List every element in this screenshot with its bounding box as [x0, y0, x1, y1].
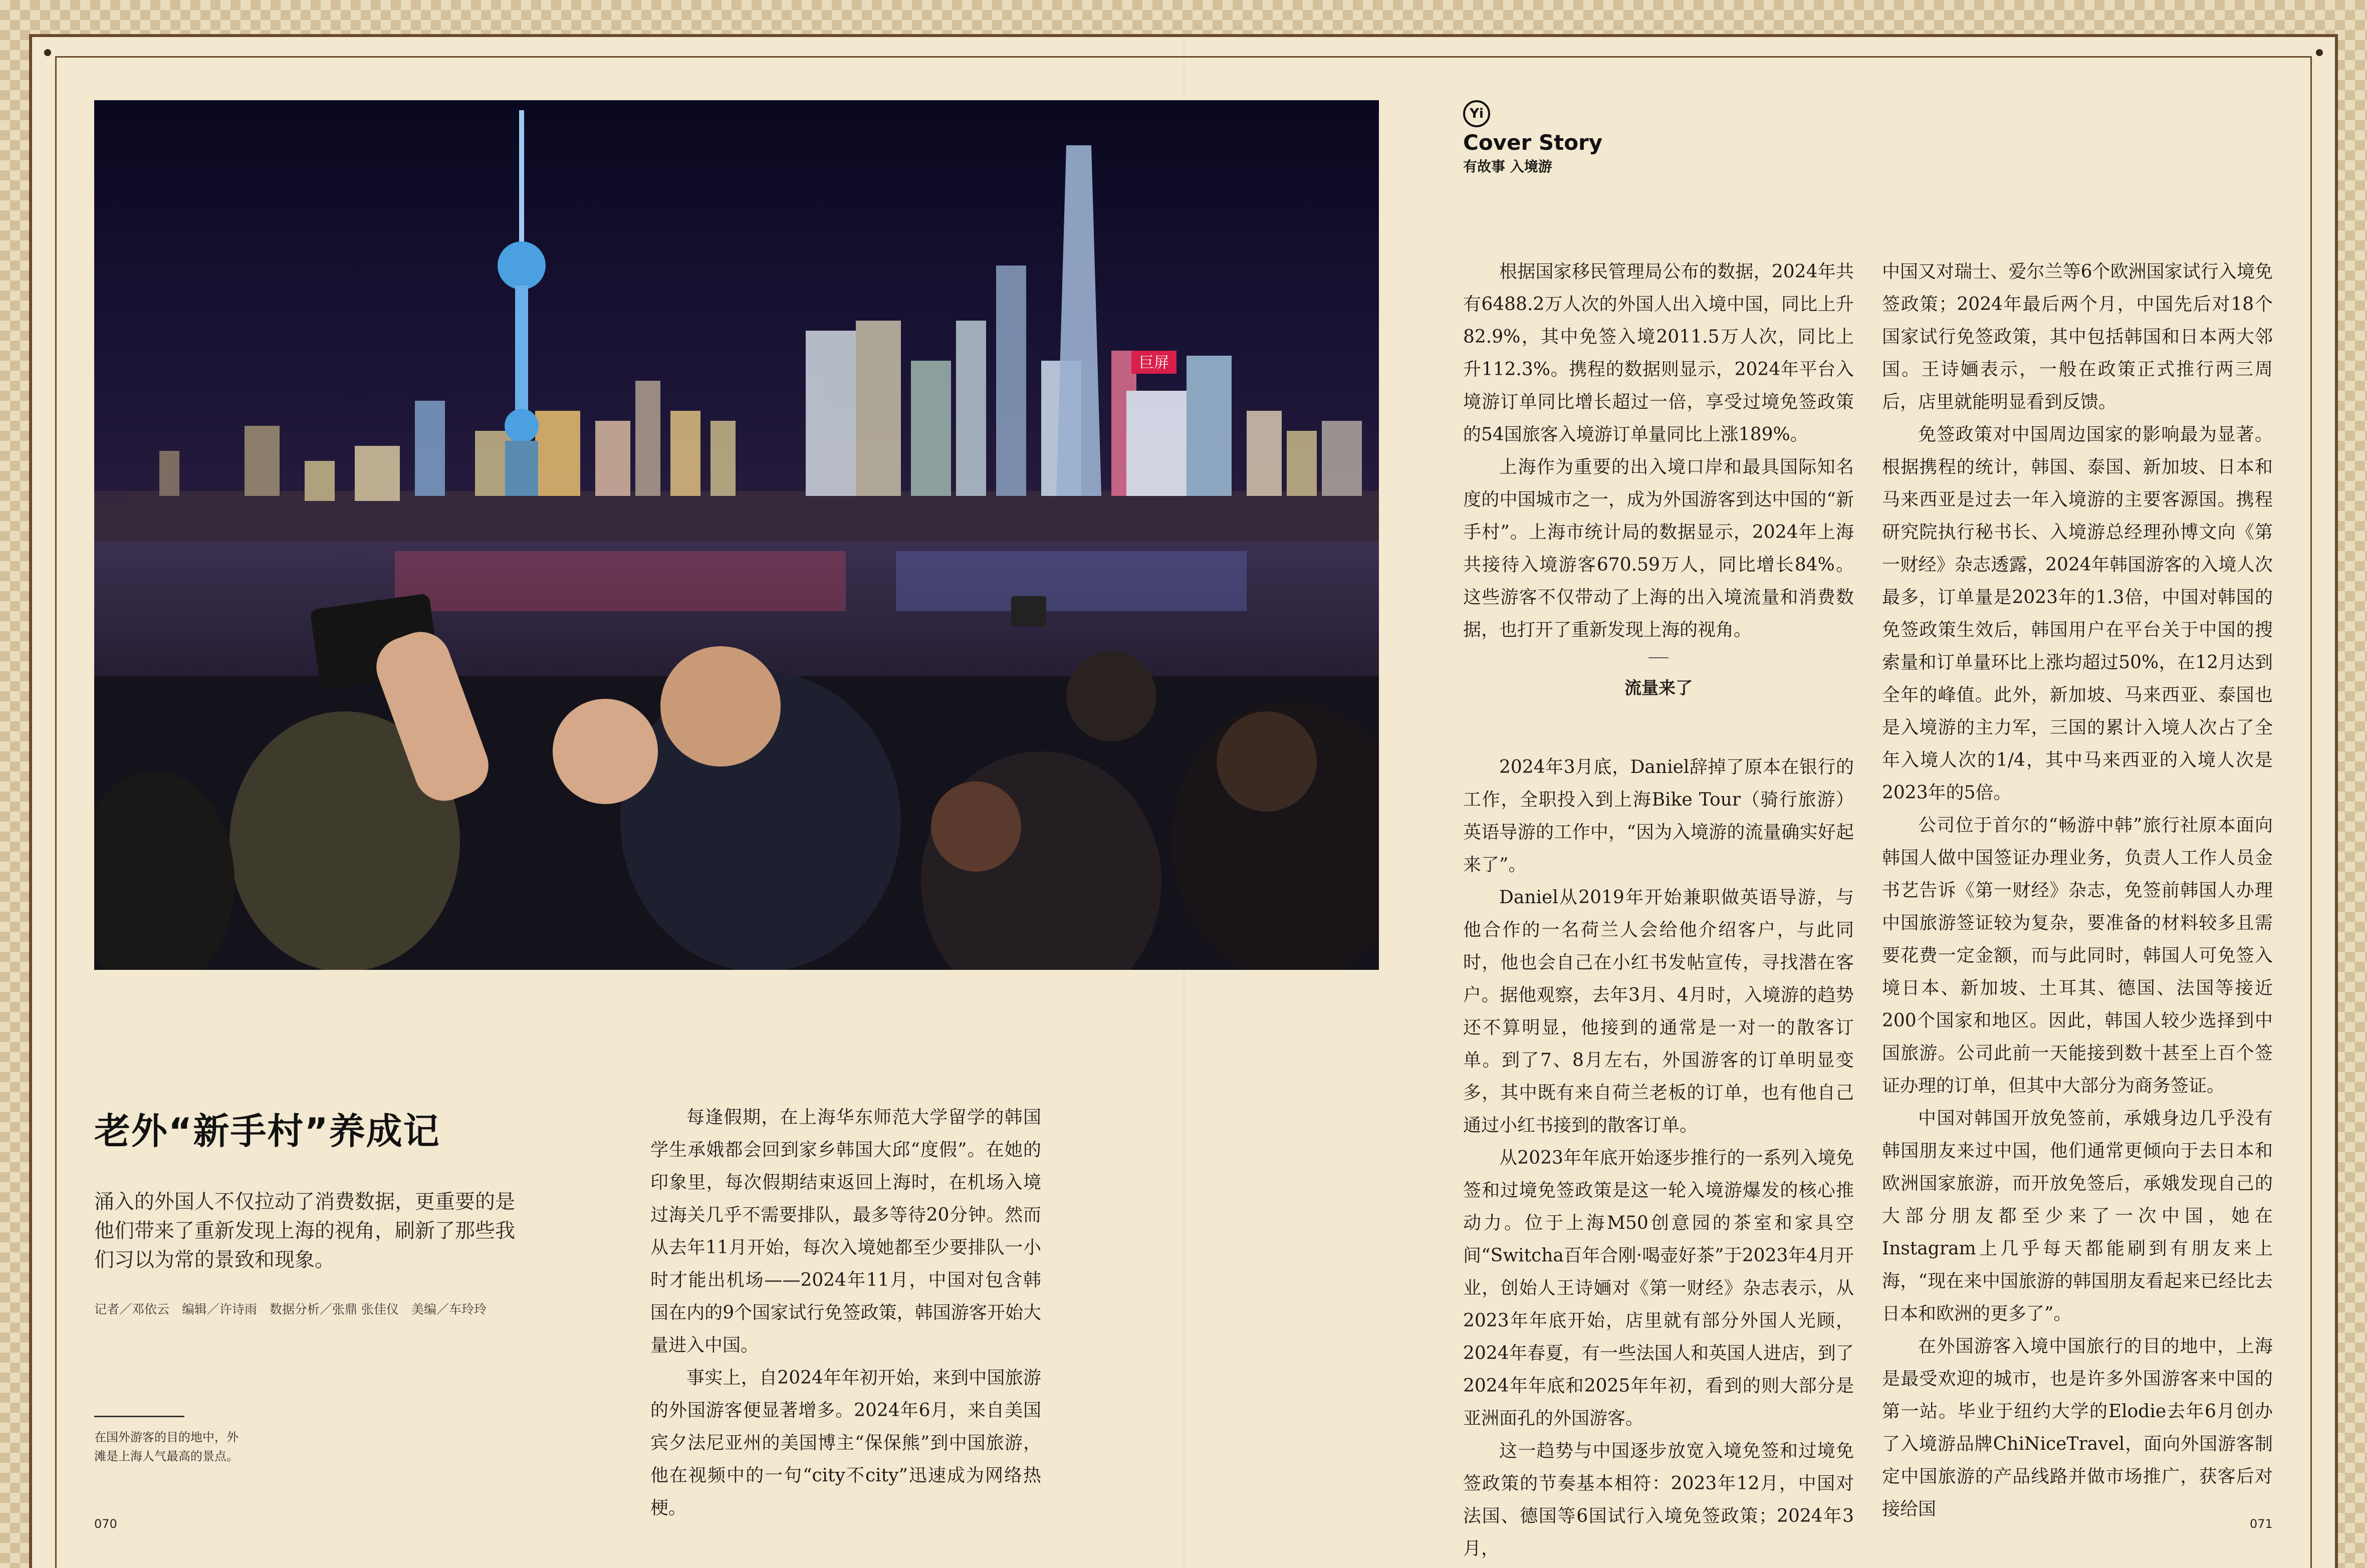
- body-column-3: [1882, 255, 2273, 1525]
- paragraph: 免签政策对中国周边国家的影响最为显著。根据携程的统计，韩国、泰国、新加坡、日本和马来西亚是过去一年入境游的主要客源国。携程研究院执行秘书长、入境游总经理孙博文向《第一财经》杂志透露，2024年韩国游客的入境人次最多，订单量是2023年的1.3倍，中国对韩国的免签政策生效后，韩国用户在平台关于中国的搜索量和订单量环比上涨均超过50%，在12月达到全年的峰值。此外，新加坡、马来西亚、泰国也是入境游的主力军，三国的累计入境人次占了全年入境人次的1/4，其中马来西亚的入境人次是2023年的5倍。: [1882, 424, 2273, 803]
- paragraph: Daniel从2019年开始兼职做英语导游，与他合作的一名荷兰人会给他介绍客户，与此同时，他也会自己在小红书发帖宣传，寻找潜在客户。据他观察，去年3月、4月时，入境游的趋势还不算明显，他接到的通常是一对一的散客订单。到了7、8月左右，外国游客的订单明显变多，其中既有来自荷兰老板的订单，也有他自己通过小红书接到的散客订单。: [1463, 887, 1854, 1136]
- article-headline: 老外“新手村”养成记: [94, 1110, 440, 1152]
- paragraph: 每逢假期，在上海华东师范大学留学的韩国学生承娥都会回到家乡韩国大邱“度假”。在她的印象里，每次假期结束返回上海时，在机场入境过海关几乎不需要排队，最多等待20分钟。然而从去年11月开始，每次入境她都至少要排队一小时才能出机场——2024年11月，中国对包含韩国在内的9个国家试行免签政策，韩国游客开始大量进入中国。: [650, 1107, 1041, 1356]
- building-sign: 巨屏: [1139, 354, 1169, 372]
- body-column-1: [650, 1101, 1041, 1524]
- subhead-text: 流量来了: [1624, 678, 1693, 698]
- cover-story-logo: [1463, 100, 1613, 176]
- section-title: Cover Story: [1463, 130, 1603, 155]
- paragraph: 根据国家移民管理局公布的数据，2024年共有6488.2万人次的外国人出入境中国，同比上升82.9%，其中免签入境2011.5万人次，同比上升112.3%。携程的数据则显示，2024年平台入境游订单同比增长超过一倍，享受过境免签政策的54国旅客入境游订单量同比上涨189%。: [1463, 262, 1854, 445]
- paragraph: 从2023年年底开始逐步推行的一系列入境免签和过境免签政策是这一轮入境游爆发的核心推动力。位于上海M50创意园的茶室和家具空间“Switcha百年合刚·喝壶好茶”于2023年4月开业，创始人王诗婳对《第一财经》杂志表示，从2023年年底开始，店里就有部分外国人光顾，2024年春夏，有一些法国人和英国人进店，到了2024年年底和2025年年初，看到的则大部分是亚洲面孔的外国游客。: [1463, 1148, 1854, 1429]
- caption-divider: [94, 1416, 184, 1417]
- page-number-right: 071: [2250, 1517, 2273, 1531]
- page-number-left: 070: [94, 1517, 117, 1531]
- yi-logo-icon: Yi: [1463, 100, 1490, 127]
- paragraph: 这一趋势与中国逐步放宽入境免签和过境免签政策的节奏基本相符：2023年12月，中国对法国、德国等6国试行入境免签政策；2024年3月，: [1463, 1441, 1854, 1559]
- article-dek: 涌入的外国人不仅拉动了消费数据，更重要的是他们带来了重新发现上海的视角，刷新了那些我们习以为常的景致和现象。: [94, 1190, 515, 1271]
- subhead-rule: [1648, 657, 1669, 658]
- corner-ornament-icon: [2316, 49, 2323, 56]
- paragraph: 上海作为重要的出入境口岸和最具国际知名度的中国城市之一，成为外国游客到达中国的“新手村”。上海市统计局的数据显示，2024年上海共接待入境游客670.59万人，同比增长84%。这些游客不仅带动了上海的出入境流量和消费数据，也打开了重新发现上海的视角。: [1463, 457, 1854, 640]
- bund-night-selfie-photo: [94, 100, 1379, 970]
- paragraph: 中国又对瑞士、爱尔兰等6个欧洲国家试行入境免签政策；2024年最后两个月，中国先后对18个国家试行免签政策，其中包括韩国和日本两大邻国。王诗婳表示，一般在政策正式推行两三周后，店里就能明显看到反馈。: [1882, 262, 2273, 412]
- paragraph: 2024年3月底，Daniel辞掉了原本在银行的工作，全职投入到上海Bike Tour（骑行旅游）英语导游的工作中，“因为入境游的流量确实好起来了”。: [1463, 757, 1854, 875]
- paragraph: 事实上，自2024年年初开始，来到中国旅游的外国游客便显著增多。2024年6月，来自美国宾夕法尼亚州的美国博主“保保熊”到中国旅游，他在视频中的一句“city不city”迅速成为网络热梗。: [650, 1368, 1041, 1518]
- paragraph: 中国对韩国开放免签前，承娥身边几乎没有韩国朋友来过中国，他们通常更倾向于去日本和欧洲国家旅游，而开放免签后，承娥发现自己的大部分朋友都至少来了一次中国，她在Instagram上几乎每天都能刷到有朋友来上海，“现在来中国旅游的韩国朋友看起来已经比去日本和欧洲的更多了”。: [1882, 1108, 2273, 1324]
- section-subhead: [1463, 657, 1854, 705]
- corner-ornament-icon: [44, 49, 51, 56]
- paragraph: 公司位于首尔的“畅游中韩”旅行社原本面向韩国人做中国签证办理业务，负责人工作人员金书艺告诉《第一财经》杂志，免签前韩国人办理中国旅游签证较为复杂，要准备的材料较多且需要花费一定金额，而与此同时，韩国人可免签入境日本、新加坡、土耳其、德国、法国等接近200个国家和地区。因此，韩国人较少选择到中国旅游。公司此前一天能接到数十甚至上百个签证办理的订单，但其中大部分为商务签证。: [1882, 815, 2273, 1096]
- section-subtitle: 有故事 入境游: [1463, 158, 1552, 175]
- paragraph: 在外国游客入境中国旅行的目的地中，上海是最受欢迎的城市，也是许多外国游客来中国的第一站。毕业于纽约大学的Elodie去年6月创办了入境游品牌ChiNiceTravel，面向外国游客制定中国旅游的产品线路并做市场推广，获客后对接给国: [1882, 1336, 2273, 1519]
- body-column-2: [1463, 255, 1854, 1565]
- photo-caption: 在国外游客的目的地中，外滩是上海人气最高的景点。: [94, 1430, 239, 1463]
- article-credits: 记者／邓依云 编辑／许诗雨 数据分析／张鼎 张佳仪 美编／车玲玲: [94, 1302, 487, 1317]
